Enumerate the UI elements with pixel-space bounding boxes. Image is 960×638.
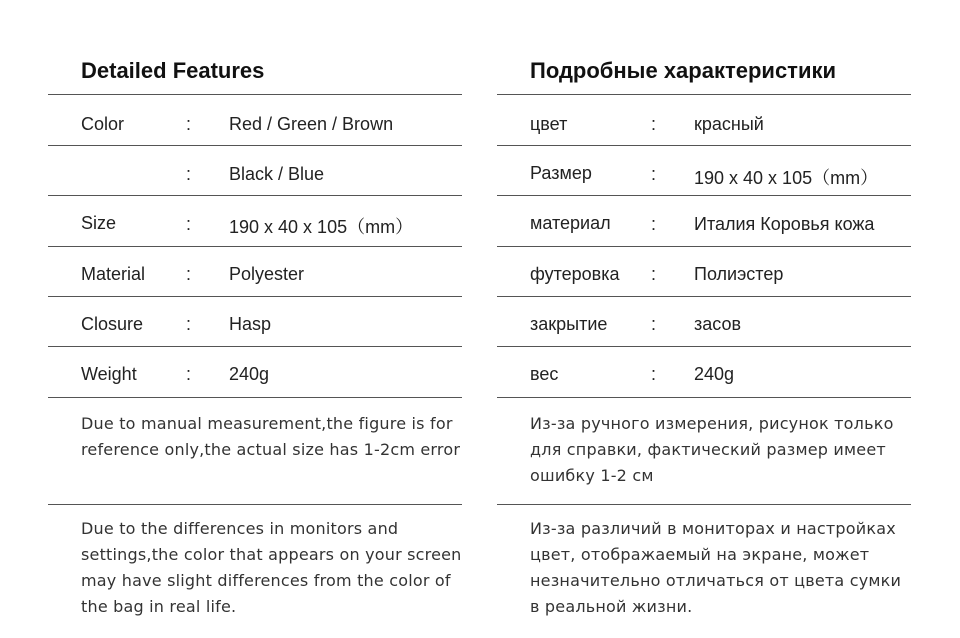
spec-value: Hasp (229, 314, 272, 334)
spec-label: футеровка (530, 264, 620, 284)
spec-value: Red / Green / Brown (229, 114, 394, 134)
divider (497, 246, 911, 247)
spec-label: закрытие (530, 314, 608, 334)
divider (497, 195, 911, 196)
spec-label: материал (530, 213, 611, 233)
measurement-note: Из-за ручного измерения, рисунок только для справки, фактический размер имеет ошибку 1-2 см (530, 414, 894, 485)
divider (48, 195, 462, 196)
color-note: Due to the differences in monitors and settings,the color that appears on your screen may have slight differences from the color of the bag in real life. (81, 519, 462, 616)
spec-value: засов (694, 314, 742, 334)
spec-label: цвет (530, 114, 568, 134)
spec-colon: : (186, 114, 192, 134)
spec-value: 190 x 40 x 105（mm） (229, 217, 414, 237)
spec-colon: : (651, 314, 657, 334)
spec-colon: : (651, 364, 657, 384)
spec-colon: : (651, 264, 657, 284)
panel-title: Подробные характеристики (530, 58, 837, 83)
spec-value: 240g (694, 364, 735, 384)
spec-colon: : (651, 114, 657, 134)
divider (497, 397, 911, 398)
spec-colon: : (186, 364, 192, 384)
divider (48, 397, 462, 398)
spec-value: Black / Blue (229, 164, 325, 184)
divider (48, 504, 462, 505)
measurement-note: Due to manual measurement,the figure is for reference only,the actual size has 1-2cm error (81, 414, 461, 459)
spec-colon: : (651, 164, 657, 184)
spec-colon: : (651, 214, 657, 234)
divider (497, 145, 911, 146)
spec-value: Италия Коровья кожа (694, 214, 875, 234)
divider (497, 296, 911, 297)
color-note: Из-за различий в мониторах и настройках цвет, отображаемый на экране, может незначительно отличаться от цвета сумки в реальной жизни. (530, 519, 902, 616)
spec-label: Weight (81, 364, 137, 384)
spec-colon: : (186, 214, 192, 234)
spec-label: Color (81, 114, 125, 134)
spec-value: Polyester (229, 264, 305, 284)
spec-label: Size (81, 213, 117, 233)
spec-colon: : (186, 314, 192, 334)
spec-label: вес (530, 364, 559, 384)
divider (48, 246, 462, 247)
spec-label: Material (81, 264, 146, 284)
divider (48, 145, 462, 146)
divider (48, 94, 462, 95)
spec-label: Closure (81, 314, 144, 334)
panel-title: Detailed Features (81, 58, 265, 83)
divider (48, 296, 462, 297)
divider (497, 504, 911, 505)
spec-value: 240g (229, 364, 270, 384)
spec-colon: : (186, 264, 192, 284)
spec-value: Полиэстер (694, 264, 784, 284)
spec-colon: : (186, 164, 192, 184)
spec-label: Размер (530, 163, 592, 183)
divider (497, 94, 911, 95)
divider (48, 346, 462, 347)
spec-value: 190 x 40 x 105（mm） (694, 168, 879, 188)
spec-value: красный (694, 114, 764, 134)
divider (497, 346, 911, 347)
